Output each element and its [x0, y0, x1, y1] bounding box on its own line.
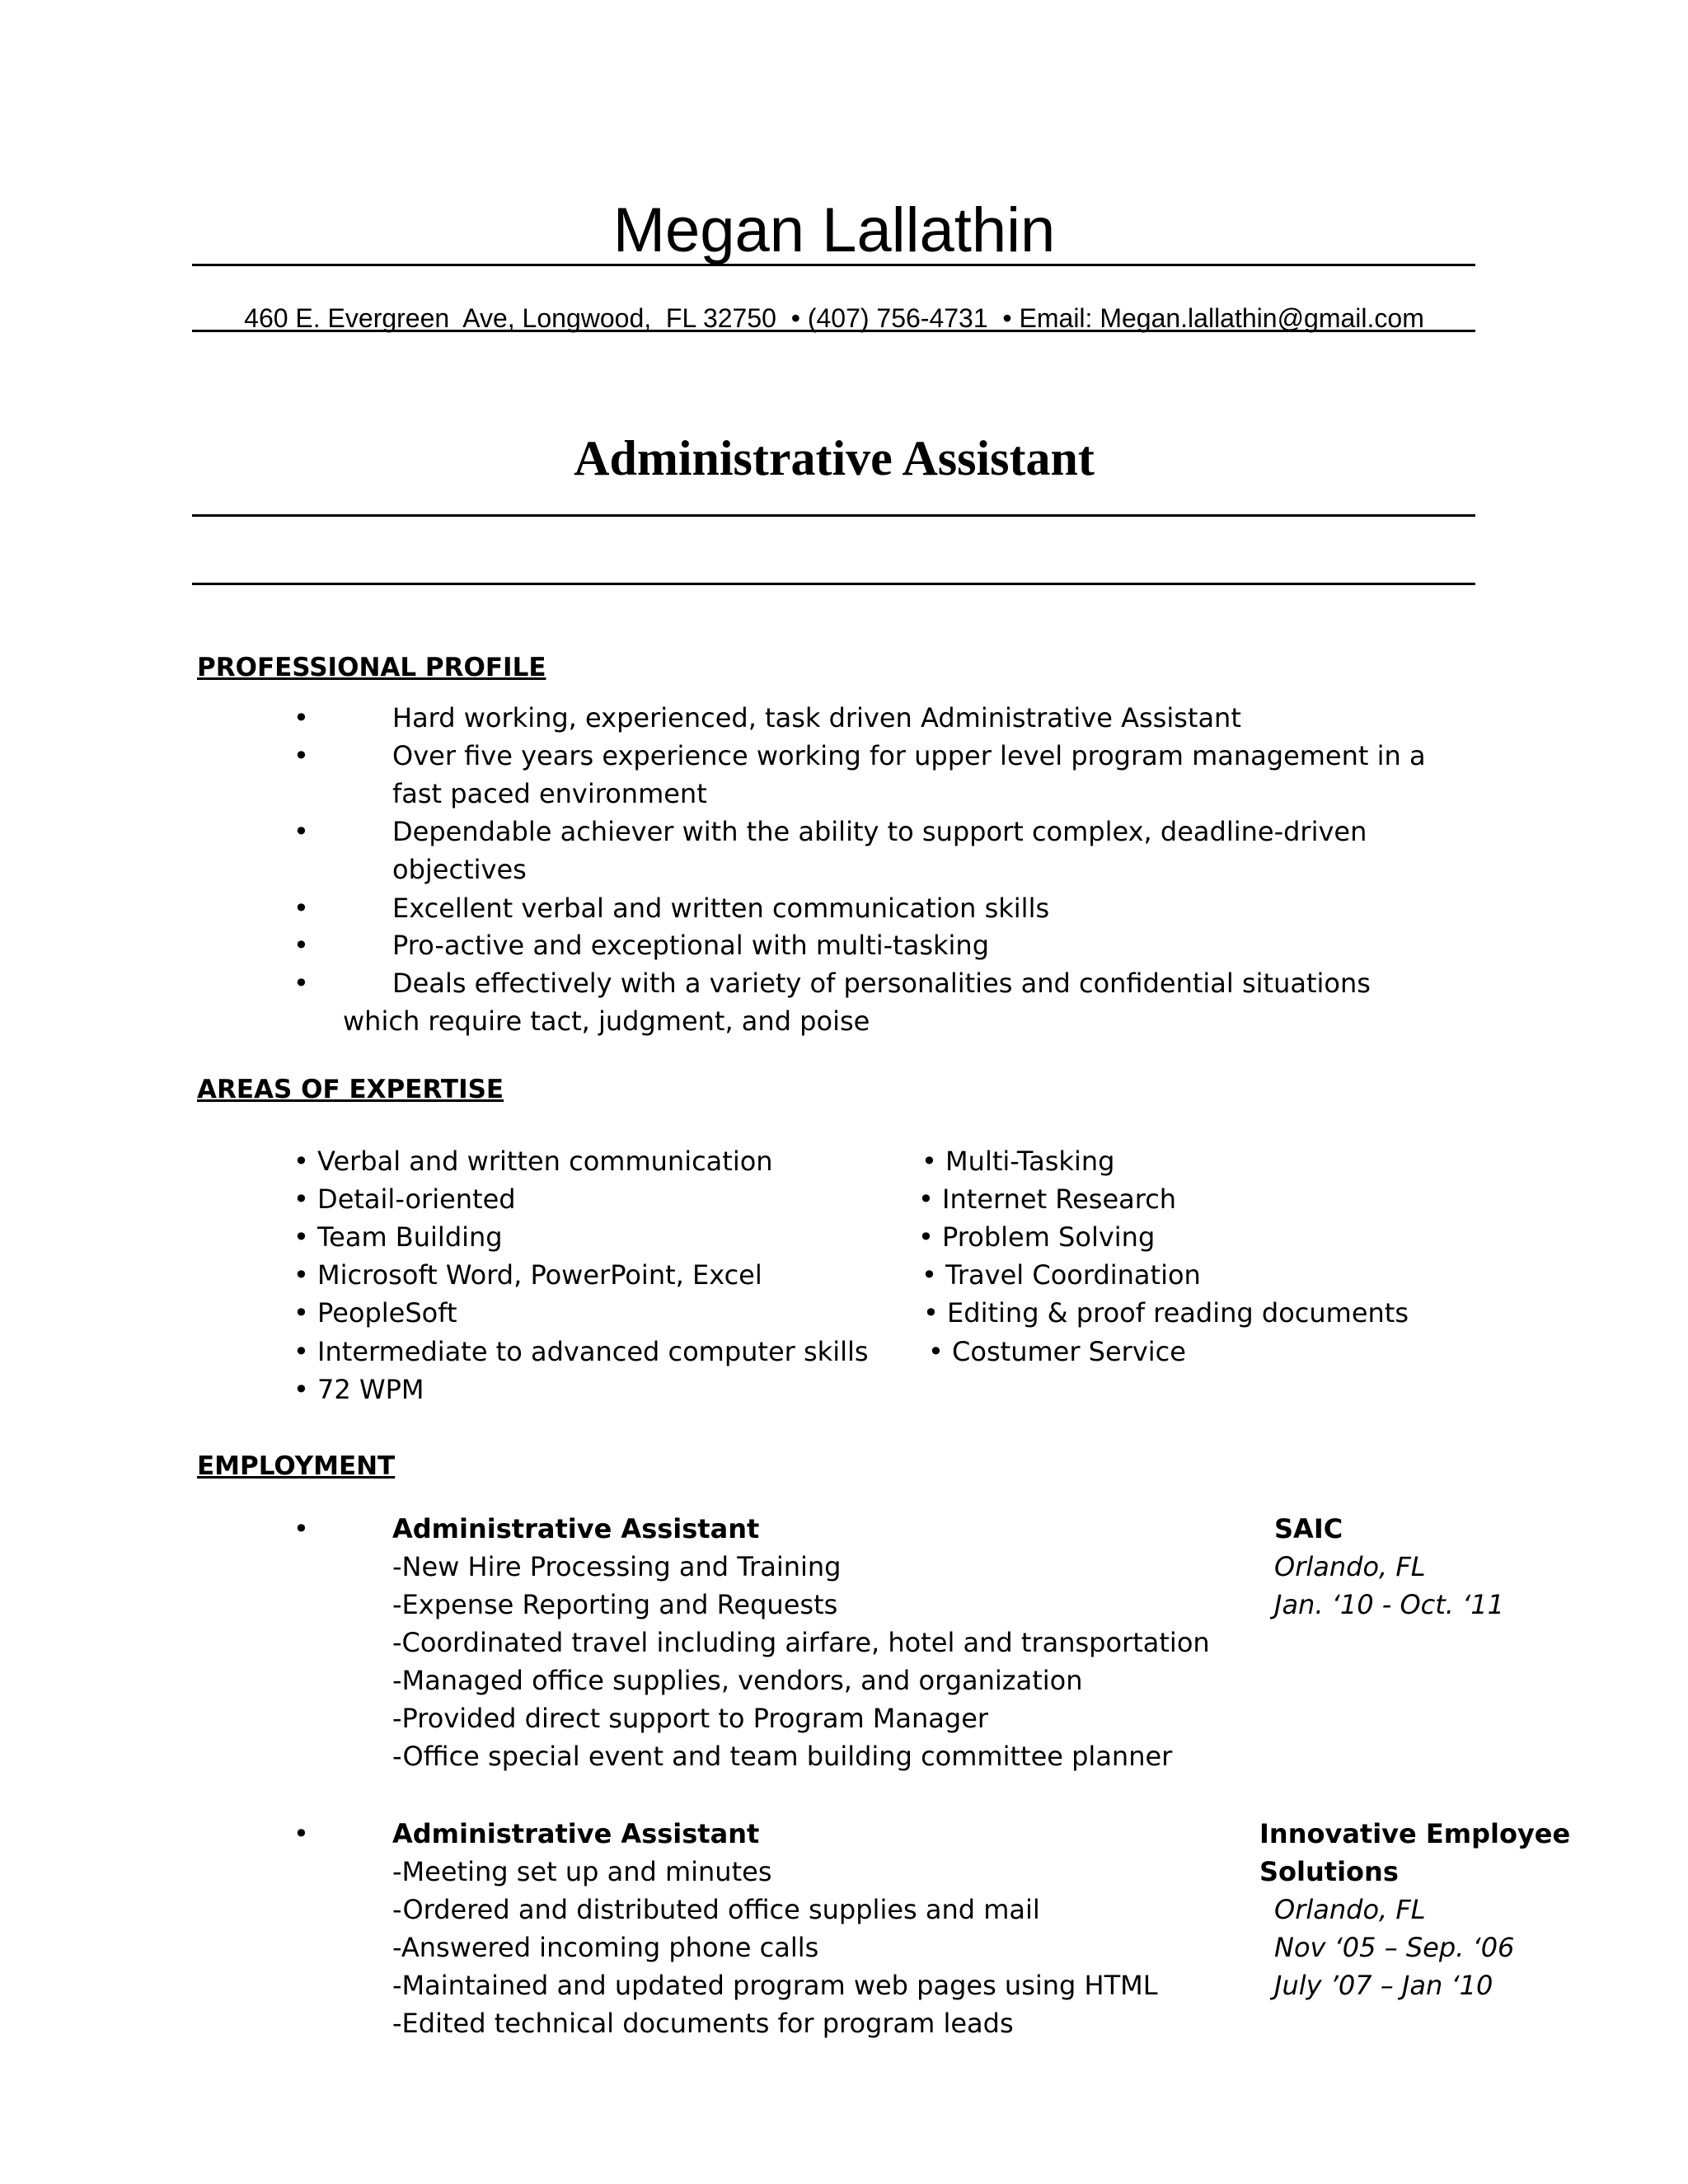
profile-heading: PROFESSIONAL PROFILE [197, 653, 546, 682]
bullet: • [293, 816, 309, 847]
profile-item-continued: fast paced environment [392, 778, 707, 809]
profile-item: Dependable achiever with the ability to support complex, deadline-driven [392, 816, 1367, 847]
bullet: • [293, 1513, 309, 1544]
job-title: Administrative Assistant [392, 1513, 760, 1544]
job-duty: -Provided direct support to Program Manager [392, 1703, 989, 1734]
title-divider-top [192, 514, 1475, 517]
bullet: • [293, 968, 309, 999]
bullet: • [293, 702, 309, 733]
job-duty: -Answered incoming phone calls [392, 1932, 819, 1963]
job-duty: -Meeting set up and minutes [392, 1856, 772, 1887]
profile-item-continued: which require tact, judgment, and poise [343, 1005, 870, 1037]
job-duty: -Edited technical documents for program leads [392, 2008, 1014, 2039]
title-divider-bottom [192, 583, 1475, 585]
expertise-heading: AREAS OF EXPERTISE [197, 1075, 504, 1104]
job-title: Administrative Assistant [574, 431, 1095, 485]
bullet: • [293, 930, 309, 961]
job-duty: -Managed office supplies, vendors, and organization [392, 1665, 1083, 1696]
job-dates: Jan. ‘10 - Oct. ‘11 [1274, 1589, 1505, 1620]
company-name: Innovative Employee [1259, 1818, 1571, 1849]
contact-line: 460 E. Evergreen Ave, Longwood, FL 32750 • (407) 756-4731 • Email: Megan.lallathin@gmail.com [244, 303, 1424, 333]
expertise-item: • Costumer Service [928, 1336, 1186, 1367]
job-title: Administrative Assistant [392, 1818, 760, 1849]
profile-item-continued: objectives [392, 854, 527, 885]
expertise-item: • Internet Research [918, 1183, 1177, 1215]
expertise-item: • Problem Solving [918, 1221, 1156, 1253]
profile-item: Deals effectively with a variety of personalities and confidential situations [392, 968, 1371, 999]
job-duty: -Maintained and updated program web pages using HTML [392, 1970, 1158, 2001]
candidate-name: Megan Lallathin [612, 195, 1056, 265]
profile-item: Over five years experience working for upper level program management in a [392, 740, 1426, 771]
bullet: • [293, 893, 309, 924]
expertise-item: • Verbal and written communication [293, 1146, 773, 1177]
job-location: Orlando, FL [1274, 1894, 1426, 1925]
expertise-item: • Travel Coordination [921, 1259, 1201, 1291]
company-name: SAIC [1274, 1513, 1343, 1544]
bullet: • [293, 740, 309, 771]
company-name-continued: Solutions [1259, 1856, 1399, 1887]
expertise-item: • 72 WPM [293, 1374, 424, 1405]
job-dates: July ’07 – Jan ‘10 [1274, 1970, 1493, 2001]
expertise-item: • Intermediate to advanced computer skills [293, 1336, 869, 1367]
job-location: Orlando, FL [1274, 1551, 1426, 1582]
expertise-item: • Detail-oriented [293, 1183, 516, 1215]
job-duty: -New Hire Processing and Training [392, 1551, 842, 1582]
bullet: • [293, 1818, 309, 1849]
profile-item: Pro-active and exceptional with multi-tasking [392, 930, 990, 961]
job-duty: -Ordered and distributed office supplies and mail [392, 1894, 1040, 1925]
profile-item: Hard working, experienced, task driven Administrative Assistant [392, 702, 1241, 733]
expertise-item: • Multi-Tasking [921, 1146, 1115, 1177]
expertise-item: • Team Building [293, 1221, 503, 1253]
job-duty: -Expense Reporting and Requests [392, 1589, 838, 1620]
job-duty: -Coordinated travel including airfare, hotel and transportation [392, 1627, 1210, 1658]
employment-heading: EMPLOYMENT [197, 1451, 396, 1481]
profile-item: Excellent verbal and written communication skills [392, 893, 1050, 924]
expertise-item: • Editing & proof reading documents [923, 1297, 1409, 1329]
expertise-item: • PeopleSoft [293, 1297, 457, 1329]
expertise-item: • Microsoft Word, PowerPoint, Excel [293, 1259, 762, 1291]
job-dates: Nov ‘05 – Sep. ‘06 [1274, 1932, 1515, 1963]
header-divider [192, 264, 1475, 266]
job-duty: -Office special event and team building committee planner [392, 1741, 1173, 1772]
contact-divider [192, 330, 1475, 332]
